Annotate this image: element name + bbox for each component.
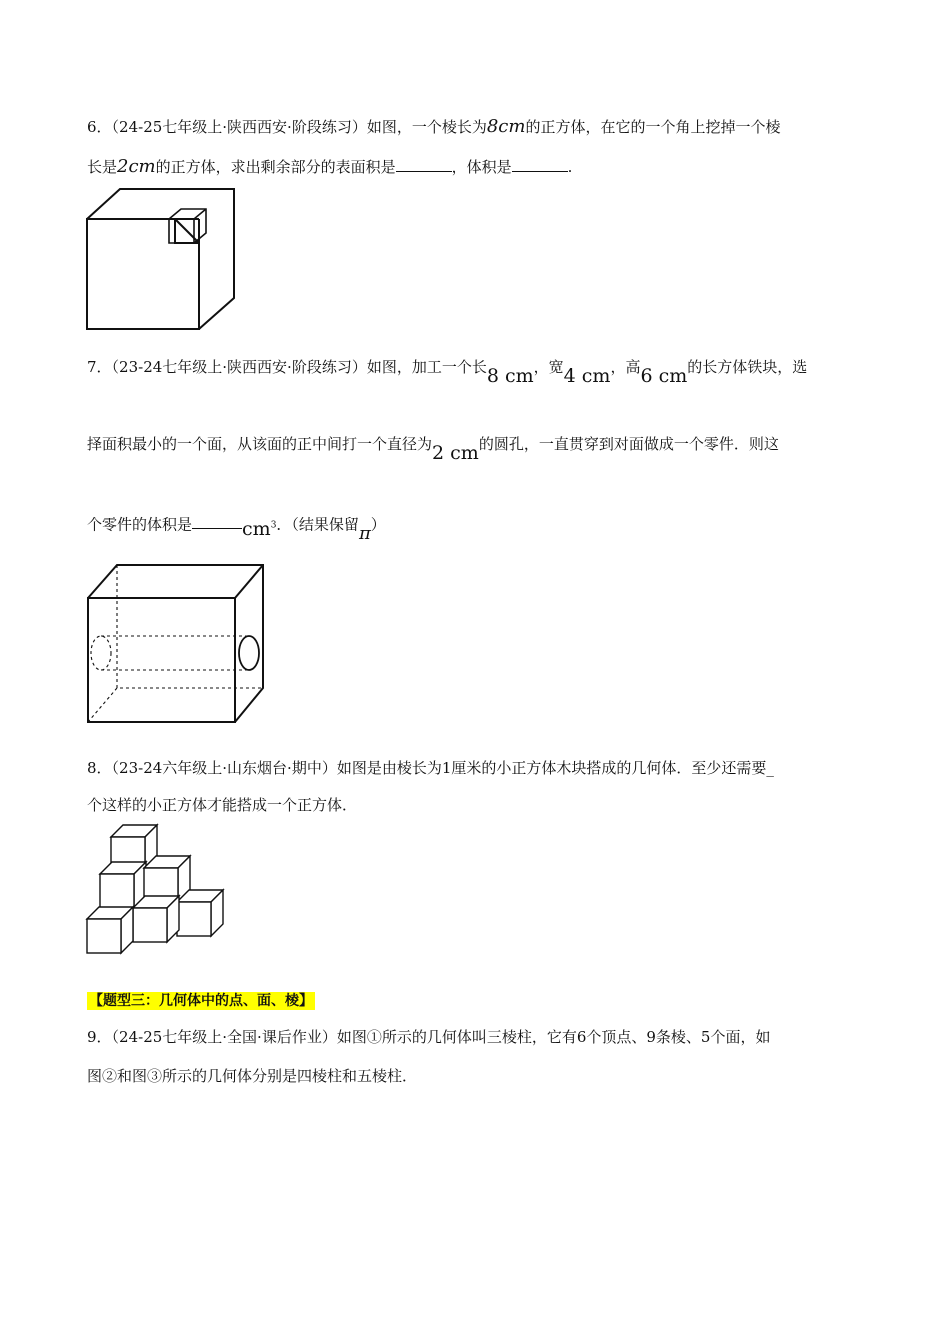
q8-line-1 <box>87 758 774 778</box>
q8-number: 8． <box>87 759 112 777</box>
q7-line-3 <box>87 510 386 545</box>
q7-text-2a: 择面积最小的一个面，从该面的正中间打一个直径为 <box>87 435 433 453</box>
q6-text-1a: 如图，一个棱长为 <box>366 118 487 136</box>
q7-diameter: 2 cm <box>432 442 479 464</box>
q7-text-1b: ，宽 <box>533 358 564 376</box>
block-cube <box>87 907 133 953</box>
q6-text-2a: 长是 <box>87 158 118 176</box>
q7-volume-blank[interactable] <box>192 514 242 529</box>
q7-text-1d: 的长方体铁块，选 <box>687 358 808 376</box>
q6-text-2b: 的正方体，求出剩余部分的表面积是 <box>155 158 396 176</box>
q7-text-1a: 如图，加工一个长 <box>366 358 487 376</box>
q9-text-2: 图②和图③所示的几何体分别是四棱柱和五棱柱． <box>87 1067 418 1085</box>
q6-edge-1 <box>487 116 526 137</box>
q7-text-2b: 的圆孔，一直贯穿到对面做成一个零件．则这 <box>478 435 779 453</box>
q6-edge-2-value: 2 <box>117 156 129 177</box>
q9-text-1: 如图①所示的几何体叫三棱柱，它有6个顶点、9条棱、5个面，如 <box>336 1028 771 1046</box>
q8-line-2 <box>87 795 357 815</box>
q7-cuboid-figure <box>85 562 267 728</box>
q6-text-2d: . <box>567 158 573 176</box>
q6-line-1 <box>87 117 780 137</box>
q6-edge-2 <box>117 156 156 177</box>
q7-pi-symbol: π <box>358 523 371 545</box>
q8-text-2: 个这样的小正方体才能搭成一个正方体． <box>87 796 358 814</box>
block-cube <box>133 896 179 942</box>
q8-text-1: 如图是由棱长为1厘米的小正方体木块搭成的几何体．至少还需要_ <box>336 759 774 777</box>
q7-width: 4 cm <box>563 365 611 387</box>
section-heading <box>87 990 315 1011</box>
q7-unit-exponent: 3 <box>270 521 277 531</box>
q8-source: （23-24六年级上·山东烟台·期中） <box>111 759 337 777</box>
section-title: 【题型三：几何体中的点、面、棱】 <box>89 993 313 1009</box>
q7-number: 7． <box>87 358 112 376</box>
q6-text-2c: ，体积是 <box>451 158 512 176</box>
q6-text-1b: 的正方体，在它的一个角上挖掉一个棱 <box>525 118 781 136</box>
q6-edge-2-unit: cm <box>128 156 156 177</box>
q6-surface-area-blank[interactable] <box>396 157 452 172</box>
q9-line-1 <box>87 1027 770 1047</box>
q6-volume-blank[interactable] <box>512 157 568 172</box>
block-cube <box>177 890 223 936</box>
q6-line-2 <box>87 157 572 177</box>
q9-number: 9． <box>87 1028 112 1046</box>
q6-number: 6． <box>87 118 112 136</box>
q6-cube-figure <box>85 186 241 334</box>
q7-text-3c: ） <box>370 515 386 534</box>
q6-source: （24-25七年级上·陕西西安·阶段练习） <box>111 118 367 136</box>
q7-unit <box>242 518 276 540</box>
q9-line-2 <box>87 1066 417 1086</box>
q7-source: （23-24七年级上·陕西西安·阶段练习） <box>111 358 367 376</box>
q7-text-3b: ．（结果保留 <box>276 515 359 534</box>
q7-length: 8 cm <box>486 365 534 387</box>
q7-line-1 <box>87 356 808 387</box>
q7-text-1c: ，高 <box>610 358 641 376</box>
q7-height: 6 cm <box>640 365 688 387</box>
q7-line-2 <box>87 433 779 464</box>
q8-blocks-figure <box>85 822 225 956</box>
q6-edge-1-value: 8 <box>486 116 499 137</box>
q7-unit-text: cm <box>242 518 271 541</box>
q9-source: （24-25七年级上·全国·课后作业） <box>111 1028 337 1046</box>
q7-text-3a: 个零件的体积是 <box>87 515 193 534</box>
q6-edge-1-unit: cm <box>498 116 526 137</box>
